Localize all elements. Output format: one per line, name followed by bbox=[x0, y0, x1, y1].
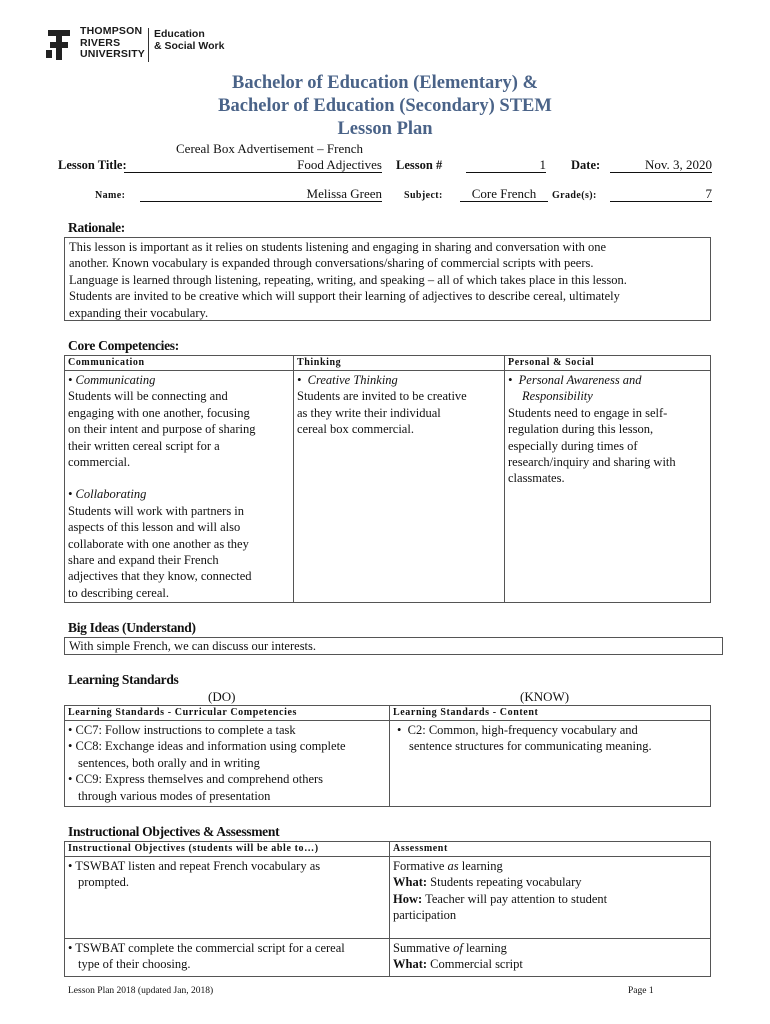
logo-faculty-name: Education & Social Work bbox=[154, 28, 225, 52]
tru-logo-icon bbox=[44, 28, 74, 62]
page-title: Bachelor of Education (Elementary) & Bachelor of Education (Secondary) STEM Lesson Plan bbox=[218, 73, 552, 139]
objectives-heading: Instructional Objectives & Assessment bbox=[68, 824, 280, 839]
assessment-cell-1: Formative as learning What: Students repeating vocabulary How: Teacher will pay attention to student participation bbox=[390, 857, 711, 939]
list-item: • CC8: Exchange ideas and information using complete sentences, both orally and in writing bbox=[68, 739, 346, 770]
lesson-title-label: Lesson Title: bbox=[58, 158, 127, 172]
col-header-assessment: Assessment bbox=[390, 842, 711, 857]
col-header-thinking: Thinking bbox=[294, 356, 505, 371]
list-item: • CC7: Follow instructions to complete a task bbox=[68, 723, 296, 737]
learning-standards-table bbox=[64, 705, 711, 807]
personal-title: • Personal Awareness and bbox=[508, 373, 642, 387]
communicating-title: • Communicating bbox=[68, 373, 156, 387]
name-label: Name: bbox=[95, 190, 126, 201]
core-competencies-heading: Core Competencies: bbox=[68, 338, 179, 353]
objective-cell-1 bbox=[65, 857, 390, 939]
col-header-communication: Communication bbox=[65, 356, 294, 371]
list-item: • C2: Common, high-frequency vocabulary and sentence structures for communicating meaning. bbox=[397, 723, 652, 754]
know-label: (KNOW) bbox=[520, 689, 570, 704]
rationale-box: This lesson is important as it relies on students listening and engaging in sharing and conversation with one another. Known vocabulary is expanded through conversations/sharing of commercial scripts with peers. Language is learned through listening, repeating, writing, and speaking – all of which takes place in this lesson. Students are invited to be creative which will support their learning of adjectives to describe cereal, ultimately expanding their vocabulary. bbox=[64, 237, 711, 321]
page-number: Page 1 bbox=[628, 986, 654, 996]
list-item: • CC9: Express themselves and comprehend others through various modes of presentation bbox=[68, 772, 324, 803]
content-cell bbox=[390, 721, 711, 807]
name-field: Melissa Green bbox=[140, 186, 382, 202]
thinking-cell: • Creative Thinking Students are invited to be creative as they write their individual cereal box commercial. bbox=[294, 371, 505, 603]
lesson-title-value-line1: Cereal Box Advertisement – French bbox=[176, 141, 364, 156]
lesson-title-field: Food Adjectives bbox=[124, 157, 382, 173]
big-ideas-box: With simple French, we can discuss our interests. bbox=[64, 637, 723, 655]
competencies-cell bbox=[65, 721, 390, 807]
col-header-objectives: Instructional Objectives (students will be able to…) bbox=[65, 842, 390, 857]
col-header-content: Learning Standards - Content bbox=[390, 706, 711, 721]
date-field: Nov. 3, 2020 bbox=[610, 157, 712, 173]
subject-label: Subject: bbox=[404, 190, 443, 201]
col-header-curricular-competencies: Learning Standards - Curricular Competencies bbox=[65, 706, 390, 721]
thinking-title: • Creative Thinking bbox=[297, 373, 398, 387]
objective-cell-2 bbox=[65, 939, 390, 977]
learning-standards-heading: Learning Standards bbox=[68, 672, 179, 687]
communication-cell: • Communicating Students will be connecting and engaging with one another, focusing on their intent and purpose of sharing their written cereal script for a commercial. • Collaborating Students will work with partners in aspects of this lesson and will also collaborate with one another as they share and expand their French adjectives that they know, connected to describing cereal. bbox=[65, 371, 294, 603]
list-item: • TSWBAT complete the commercial script for a cereal type of their choosing. bbox=[68, 941, 345, 972]
do-label: (DO) bbox=[208, 689, 236, 704]
collaborating-title: • Collaborating bbox=[68, 487, 147, 502]
core-competencies-table bbox=[64, 355, 711, 603]
big-ideas-heading: Big Ideas (Understand) bbox=[68, 620, 196, 635]
assessment-cell-2: Summative of learning What: Commercial script bbox=[390, 939, 711, 977]
rationale-heading: Rationale: bbox=[68, 220, 125, 235]
logo-divider bbox=[148, 28, 149, 62]
logo-university-name: THOMPSON RIVERS UNIVERSITY bbox=[80, 25, 146, 60]
col-header-personal-social: Personal & Social bbox=[505, 356, 711, 371]
personal-social-cell: • Personal Awareness and Responsibility Students need to engage in self- regulation during this lesson, especially during times of research/inquiry and sharing with classmates. bbox=[505, 371, 711, 603]
grade-label: Grade(s): bbox=[552, 190, 597, 201]
list-item: • TSWBAT listen and repeat French vocabulary as prompted. bbox=[68, 859, 321, 890]
grade-field: 7 bbox=[610, 186, 712, 202]
lesson-number-label: Lesson # bbox=[396, 158, 443, 172]
date-label: Date: bbox=[571, 158, 601, 172]
footer-left: Lesson Plan 2018 (updated Jan, 2018) bbox=[68, 986, 214, 996]
subject-field: Core French bbox=[460, 186, 548, 202]
objectives-table bbox=[64, 841, 711, 977]
lesson-number-field: 1 bbox=[466, 157, 546, 173]
